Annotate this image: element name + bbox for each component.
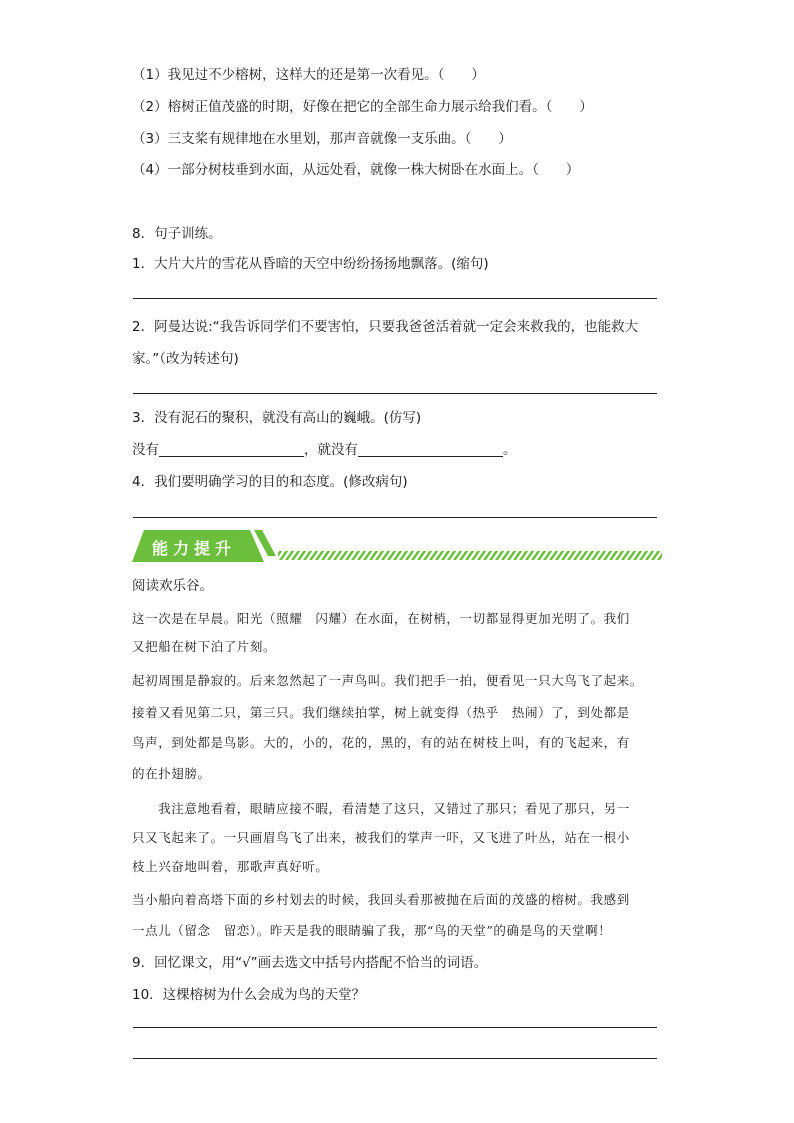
fill-suffix: 。 [503,442,517,458]
answer-line-5 [133,1058,657,1059]
passage-line: 一点儿（留念 留恋）。昨天是我的眼睛骗了我，那“鸟的天堂”的确是鸟的天堂啊！ [132,923,612,938]
passage-line: 只又飞起来了。一只画眉鸟飞了出来，被我们的掌声一吓，又飞进了叶丛，站在一根小 [132,830,630,845]
passage-line: 鸟声，到处都是鸟影。大的，小的，花的，黑的，有的站在树枝上叫，有的飞起来，有 [132,735,630,750]
passage-line: 当小船向着高塔下面的乡村划去的时候，我回头看那被抛在后面的茂盛的榕树。我感到 [132,892,630,907]
fill-prefix: 没有 [132,442,159,458]
answer-line-3 [133,517,657,518]
q8-sentence-3-fill [132,441,517,459]
q9: 9．回忆课文，用“√”画去选文中括号内搭配不恰当的词语。 [132,955,488,971]
q8-sentence-2-line-1: 2．阿曼达说:“我告诉同学们不要害怕，只要我爸爸活着就一定会来救我的，也能救大 [132,319,639,335]
q8-title: 8．句子训练。 [132,226,222,242]
banner-stripe [278,551,662,560]
answer-line-2 [133,393,657,394]
fill-middle: ，就没有 [304,442,358,458]
q7-item-2: （2）榕树正值茂盛的时期，好像在把它的全部生命力展示给我们看。（ ） [132,99,593,115]
passage-line: 起初周围是静寂的。后来忽然起了一声鸟叫。我们把手一拍，便看见一只大鸟飞了起来。 [132,673,643,688]
q8-sentence-1: 1．大片大片的雪花从昏暗的天空中纷纷扬扬地飘落。(缩句) [132,256,489,272]
section-title: 能力提升 [152,539,237,558]
q7-item-4: （4）一部分树枝垂到水面，从远处看，就像一株大树卧在水面上。（ ） [132,162,580,178]
passage-line: 这一次是在早晨。阳光（照耀 闪耀）在水面，在树梢，一切都显得更加光明了。我们 [132,611,630,626]
q7-item-1: （1）我见过不少榕树，这样大的还是第一次看见。（ ） [132,67,485,83]
q8-sentence-4: 4．我们要明确学习的目的和态度。(修改病句) [132,474,408,490]
answer-line-1 [133,298,657,299]
q8-sentence-3: 3．没有泥石的聚积，就没有高山的巍峨。(仿写) [132,410,422,426]
passage-line: 的在扑翅膀。 [132,766,211,781]
reading-intro: 阅读欢乐谷。 [132,578,213,594]
passage-line: 又把船在树下泊了片刻。 [132,639,277,654]
passage-line: 我注意地看着，眼睛应接不暇，看清楚了这只，又错过了那只；看见了那只，另一 [132,801,630,816]
q7-item-3: （3）三支桨有规律地在水里划，那声音就像一支乐曲。（ ） [132,131,512,147]
fill-blank-1[interactable] [159,442,304,457]
q10: 10．这棵榕树为什么会成为鸟的天堂？ [132,987,366,1003]
q8-sentence-2-line-2: 家。”（改为转述句) [132,351,239,367]
passage-line: 枝上兴奋地叫着，那歌声真好听。 [132,859,329,874]
fill-blank-2[interactable] [358,442,503,457]
answer-line-4 [133,1027,657,1028]
passage-line: 接着又看见第二只，第三只。我们继续拍掌，树上就变得（热乎 热闹）了，到处都是 [132,705,630,720]
